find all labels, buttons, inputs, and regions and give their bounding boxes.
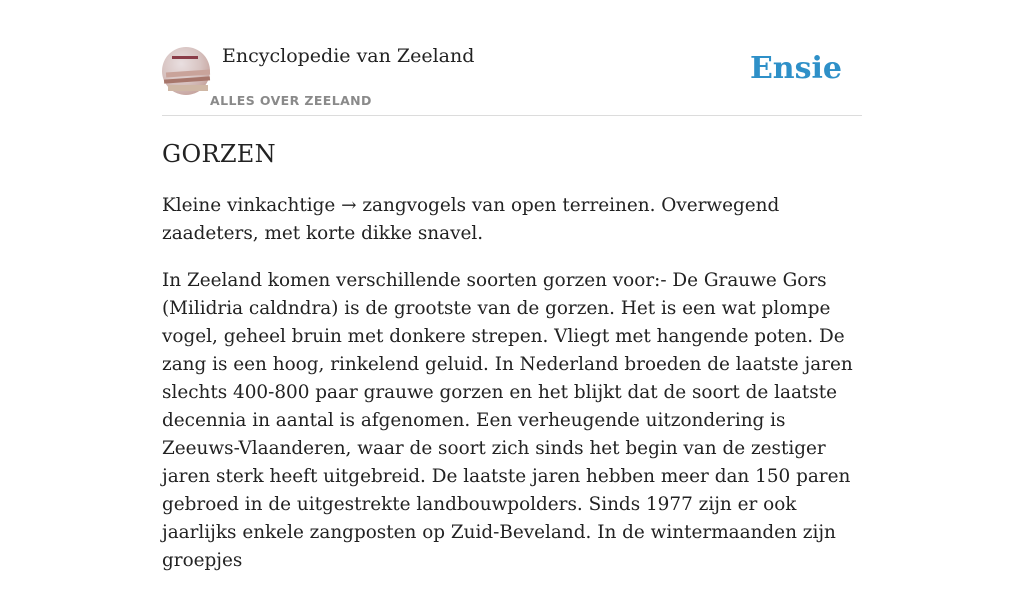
site-header [162,0,862,116]
article-title: GORZEN [162,140,276,168]
avatar-detail [168,85,208,91]
ensie-logo[interactable]: Ensie [749,51,842,86]
avatar-detail [172,56,198,59]
site-title[interactable]: Encyclopedie van Zeeland [222,45,475,67]
site-avatar[interactable] [162,47,210,95]
avatar-detail [164,76,210,83]
site-subtitle: ALLES OVER ZEELAND [210,93,372,108]
article-paragraph: Kleine vinkachtige → zangvogels van open terreinen. Overwegend zaadeters, met korte dikke snavel. [162,195,780,244]
article [162,138,864,594]
article-paragraph: In Zeeland komen verschillende soorten gorzen voor:- De Grauwe Gors (Milidria caldndra) is de grootste van de gorzen. Het is een wat plompe vogel, geheel bruin met donkere strepen. Vliegt met hangende poten. De zang is een hoog, rinkelend geluid. In Nederland broeden de laatste jaren slechts 400-800 paar grauwe gorzen en het blijkt dat de soort de laatste decennia in aantal is afgenomen. Een verheugende uitzondering is Zeeuws-Vlaanderen, waar de soort zich sinds het begin van de zestiger jaren sterk heeft uitgebreid. De laatste jaren hebben meer dan 150 paren gebroed in de uitgestrekte landbouwpolders. Sinds 1977 zijn er ook jaarlijks enkele zangposten op Zuid-Beveland. In de wintermaanden zijn groepjes [162,270,853,571]
